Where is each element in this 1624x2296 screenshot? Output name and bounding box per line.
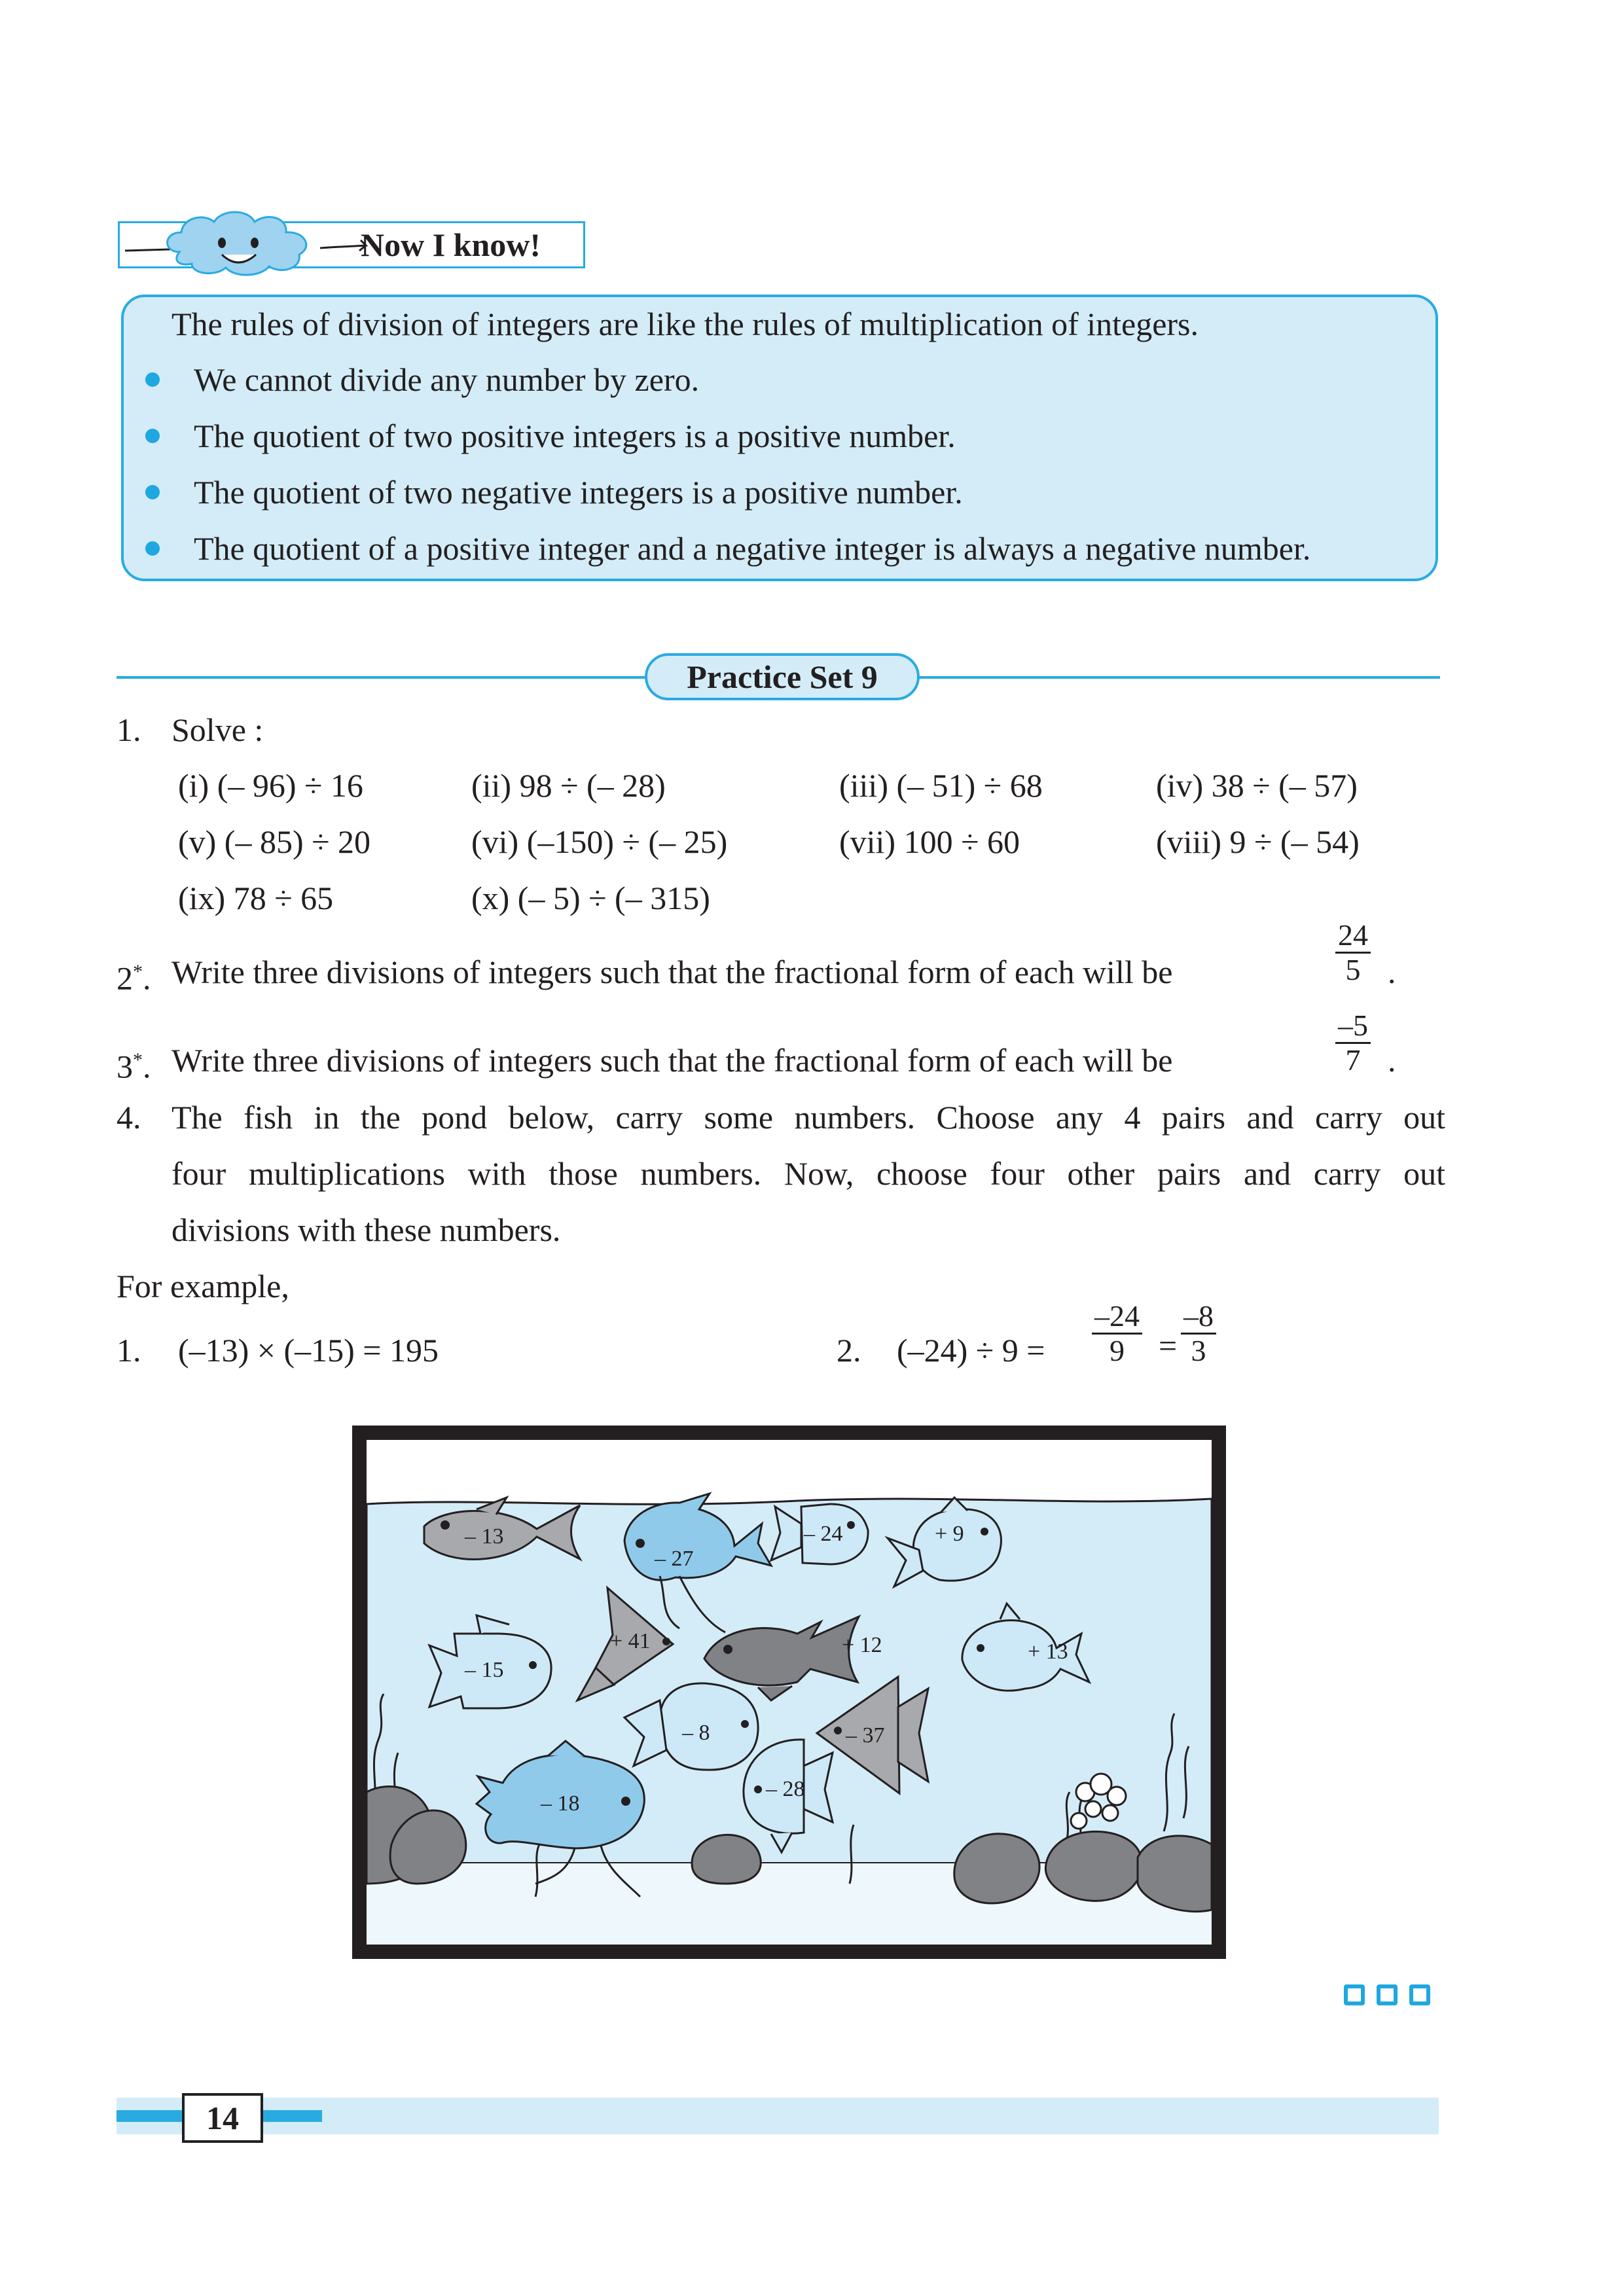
- q1-item: (ii) 98 ÷ (– 28): [471, 767, 666, 804]
- fish-label: – 8: [682, 1721, 710, 1745]
- page-number: 14: [182, 2093, 263, 2143]
- example-2-f2-numerator: –8: [1181, 1300, 1216, 1335]
- q2-dot: .: [143, 960, 151, 997]
- example-2-f1-denominator: 9: [1110, 1334, 1125, 1367]
- bullet-icon: [145, 541, 160, 556]
- q1-number: 1.: [117, 711, 141, 748]
- q1-item: (ix) 78 ÷ 65: [178, 880, 334, 916]
- q1-item: (vi) (–150) ÷ (– 25): [471, 823, 728, 860]
- divider-line: [117, 676, 647, 679]
- q2-number: [117, 952, 151, 998]
- q1-item: (x) (– 5) ÷ (– 315): [471, 880, 710, 916]
- q1-item: (viii) 9 ÷ (– 54): [1156, 823, 1360, 860]
- q1-item: (iii) (– 51) ÷ 68: [839, 767, 1043, 804]
- fish-tank-illustration: [352, 1426, 1226, 1959]
- q3-text: Write three divisions of integers such that the fractional form of each will be: [171, 1042, 1173, 1079]
- footer-accent: [262, 2110, 322, 2122]
- now-i-know-header: [118, 221, 585, 268]
- end-square-icon: [1377, 1984, 1398, 2005]
- info-bullet-2: The quotient of two positive integers is a positive number.: [194, 418, 956, 454]
- now-i-know-title: Now I know: [361, 226, 530, 263]
- q2-fraction-numerator: 24: [1335, 919, 1371, 954]
- example-1-text: (–13) × (–15) = 195: [178, 1332, 439, 1369]
- fish-label: – 27: [655, 1547, 694, 1571]
- fish-label: + 12: [842, 1633, 882, 1657]
- info-bullet-1: We cannot divide any number by zero.: [194, 361, 700, 398]
- example-2-number: 2.: [837, 1332, 861, 1369]
- fish-label: – 24: [804, 1522, 843, 1546]
- q4-line-1: The fish in the pond below, carry some numbers. Choose any 4 pairs and carry out: [171, 1099, 1445, 1136]
- q3-end: .: [1388, 1042, 1396, 1079]
- q2-end: .: [1388, 954, 1396, 990]
- fish-label: – 13: [465, 1524, 504, 1549]
- end-square-icon: [1344, 1984, 1365, 2005]
- fish-label: – 37: [846, 1723, 885, 1748]
- q1-item: (v) (– 85) ÷ 20: [178, 823, 371, 860]
- bullet-icon: [145, 372, 160, 387]
- q3-star: *: [133, 1049, 143, 1071]
- example-2-f1-numerator: –24: [1092, 1300, 1142, 1335]
- divider-line: [918, 676, 1440, 679]
- q1-label: Solve :: [171, 711, 264, 748]
- q4-number: 4.: [117, 1099, 141, 1136]
- footer-accent: [117, 2110, 182, 2122]
- q2-text: Write three divisions of integers such that the fractional form of each will be: [171, 954, 1173, 990]
- q3-fraction-denominator: 7: [1345, 1043, 1361, 1077]
- example-2-text: (–24) ÷ 9 =: [897, 1332, 1045, 1369]
- q1-item: (vii) 100 ÷ 60: [839, 823, 1020, 860]
- fish-label: + 41: [610, 1629, 651, 1653]
- bullet-icon: [145, 429, 160, 443]
- q1-item: (i) (– 96) ÷ 16: [178, 767, 363, 804]
- now-i-know-exclaim: !: [530, 226, 541, 263]
- fish-label: – 18: [541, 1791, 580, 1816]
- smiling-cloud-icon: [124, 206, 372, 278]
- fish-label: – 28: [766, 1777, 805, 1801]
- info-bullet-4: The quotient of a positive integer and a negative integer is always a negative number.: [194, 530, 1311, 567]
- info-bullet-3: The quotient of two negative integers is a positive number.: [194, 474, 963, 511]
- q2-star: *: [133, 961, 143, 982]
- q3-fraction-numerator: –5: [1335, 1009, 1371, 1044]
- info-intro: The rules of division of integers are like the rules of multiplication of integers.: [171, 306, 1199, 342]
- example-2-f2-denominator: 3: [1191, 1334, 1206, 1367]
- q2-num: 2: [117, 960, 133, 997]
- q3-dot: .: [143, 1048, 151, 1085]
- q4-line-3: divisions with these numbers.: [171, 1211, 561, 1248]
- q4-line-2: four multiplications with those numbers. Now, choose four other pairs and carry out: [171, 1155, 1445, 1192]
- fish-label: + 9: [935, 1522, 964, 1546]
- q2-fraction: [1335, 919, 1371, 986]
- fish-label: + 13: [1028, 1640, 1068, 1664]
- q3-number: [117, 1041, 151, 1086]
- q3-fraction: [1335, 1009, 1371, 1077]
- q3-num: 3: [117, 1048, 133, 1085]
- example-1-number: 1.: [117, 1332, 141, 1369]
- q1-item: (iv) 38 ÷ (– 57): [1156, 767, 1358, 804]
- example-2-fraction-2: [1181, 1300, 1216, 1367]
- q2-fraction-denominator: 5: [1345, 953, 1361, 986]
- example-2-fraction-1: [1092, 1300, 1142, 1367]
- fish-label: – 15: [465, 1658, 504, 1682]
- practice-set-title: Practice Set 9: [645, 653, 920, 700]
- example-2-equals: =: [1159, 1327, 1178, 1364]
- end-square-icon: [1409, 1984, 1430, 2005]
- example-label: For example,: [117, 1268, 289, 1304]
- bullet-icon: [145, 485, 160, 499]
